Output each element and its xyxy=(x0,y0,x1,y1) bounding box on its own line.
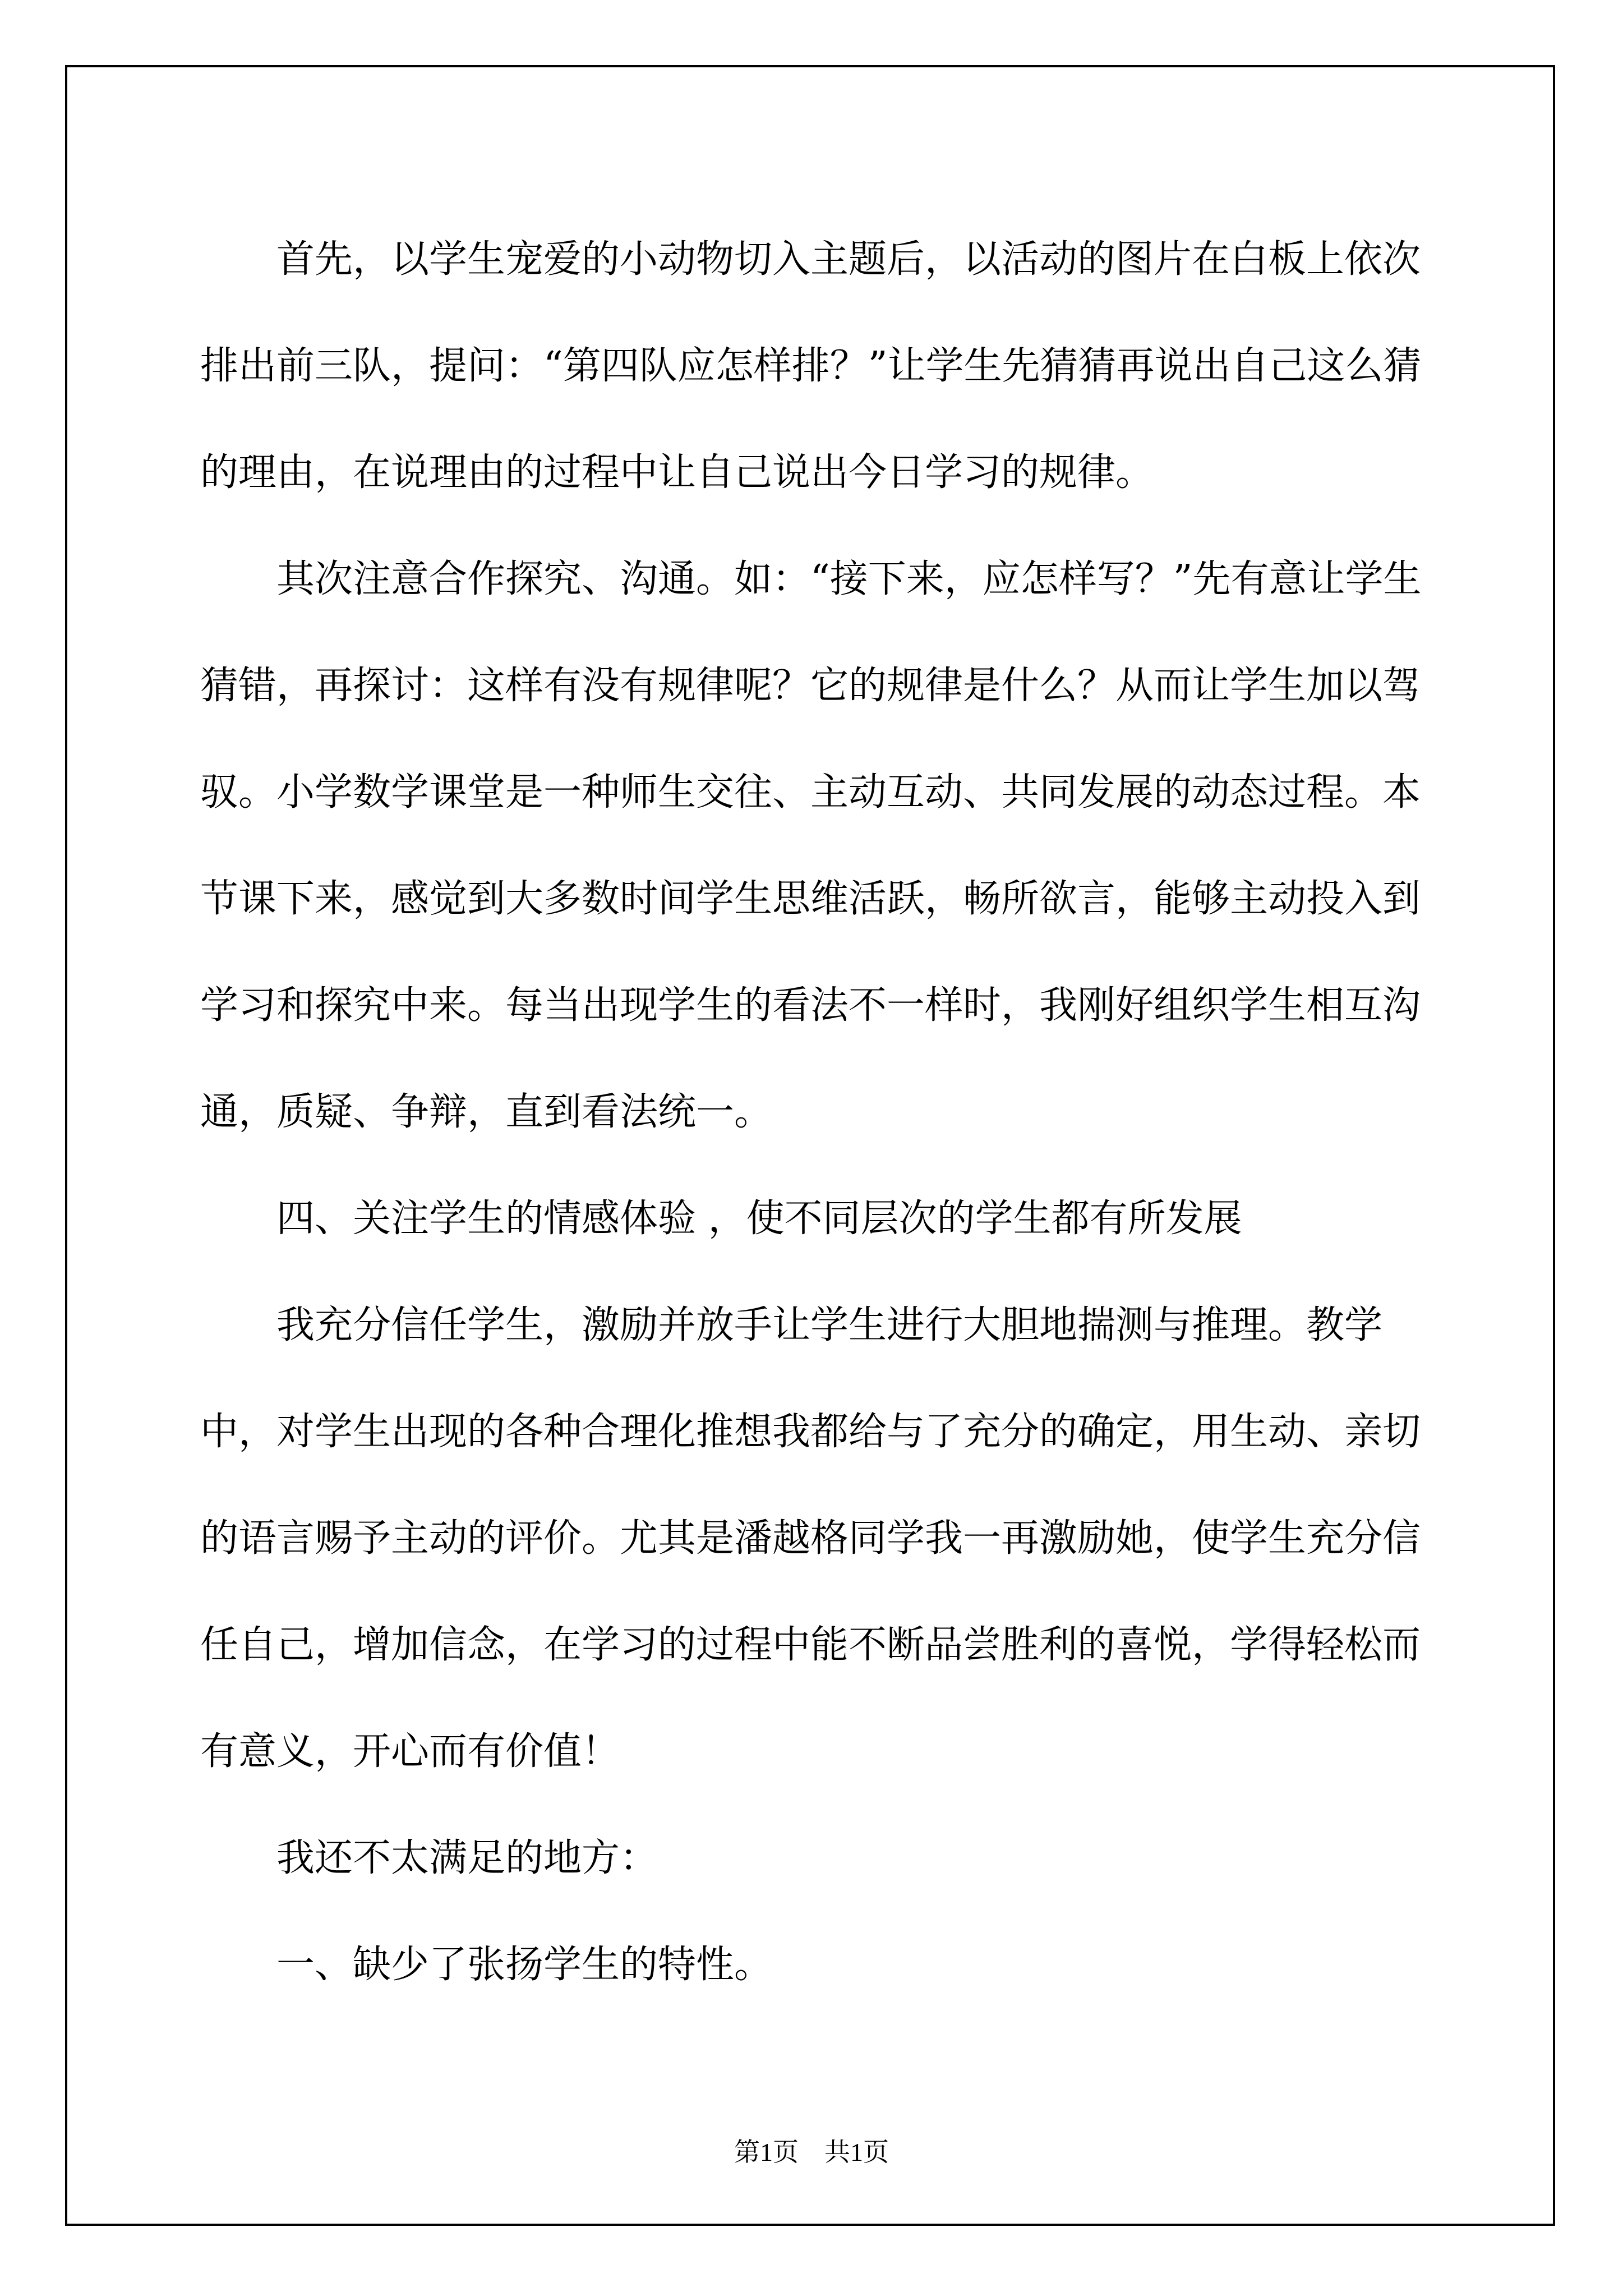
paragraph-encouragement: 我充分信任学生，激励并放手让学生进行大胆地揣测与推理。教学中，对学生出现的各种合理化推想我都给与了充分的确定，用生动、亲切的语言赐予主动的评价。尤其是潘越格同学我一再激励她，使学生充分信任自己，增加信念，在学习的过程中能不断品尝胜利的喜悦，学得轻松而有意义，开心而有价值！ xyxy=(200,1303,1421,1774)
section-heading-four: 四、关注学生的情感体验 ，使不同层次的学生都有所发展 xyxy=(276,1197,1242,1241)
paragraph-shortcoming-one: 一、缺少了张扬学生的特性。 xyxy=(276,1943,773,1987)
paragraph-shortcomings-intro: 我还不太满足的地方： xyxy=(276,1836,658,1880)
paragraph-cooperation: 其次注意合作探究、沟通。如：“接下来，应怎样写？”先有意让学生猜错，再探讨：这样有没有规律呢？它的规律是什么？从而让学生加以驾驭。小学数学课堂是一种师生交往、主动互动、共同发展的动态过程。本节课下来，感觉到大多数时间学生思维活跃，畅所欲言，能够主动投入到学习和探究中来。每当出现学生的看法不一样时，我刚好组织学生相互沟通，质疑、争辩，直到看法统一。 xyxy=(200,557,1422,1134)
page-number-footer: 第1页 共1页 xyxy=(734,2138,889,2166)
document-body xyxy=(200,206,1434,2018)
paragraph-introduction: 首先，以学生宠爱的小动物切入主题后，以活动的图片在白板上依次排出前三队，提问：“第四队应怎样排？”让学生先猜猜再说出自己这么猜的理由，在说理由的过程中让自己说出今日学习的规律。 xyxy=(200,237,1422,495)
